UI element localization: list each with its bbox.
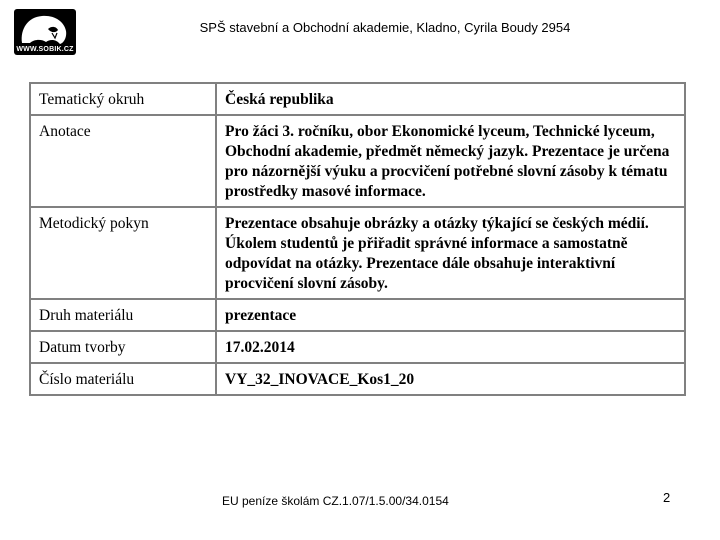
page-header-title: SPŠ stavební a Obchodní akademie, Kladno, Cyrila Boudy 2954 — [199, 20, 571, 35]
row-value: prezentace — [216, 299, 685, 331]
logo-text: WWW.SOBIK.CZ — [16, 46, 74, 53]
row-label: Druh materiálu — [30, 299, 216, 331]
row-value: 17.02.2014 — [216, 331, 685, 363]
row-label: Anotace — [30, 115, 216, 207]
row-value: Pro žáci 3. ročníku, obor Ekonomické lyceum, Technické lyceum, Obchodní akademie, předmět německý jazyk. Prezentace je určena pro názornější výuku a procvičení potřebné slovní zásoby k tématu prostředky masové informace. — [216, 115, 685, 207]
row-label: Tematický okruh — [30, 83, 216, 115]
table-row — [30, 299, 685, 331]
school-logo — [14, 9, 76, 55]
row-value: VY_32_INOVACE_Kos1_20 — [216, 363, 685, 395]
footer-funding-text: EU peníze školám CZ.1.07/1.5.00/34.0154 — [222, 494, 449, 508]
table-row — [30, 115, 685, 207]
row-value: Prezentace obsahuje obrázky a otázky týkající se českých médií. Úkolem studentů je přiřadit správné informace a samostatně odpovídat na otázky. Prezentace dále obsahuje interaktivní procvičení slovní zásoby. — [216, 207, 685, 299]
table-row — [30, 207, 685, 299]
table-row — [30, 331, 685, 363]
row-label: Metodický pokyn — [30, 207, 216, 299]
row-label: Číslo materiálu — [30, 363, 216, 395]
row-value: Česká republika — [216, 83, 685, 115]
row-label: Datum tvorby — [30, 331, 216, 363]
table-row — [30, 363, 685, 395]
material-info-table — [29, 82, 686, 396]
page-number: 2 — [663, 490, 671, 505]
table-row — [30, 83, 685, 115]
